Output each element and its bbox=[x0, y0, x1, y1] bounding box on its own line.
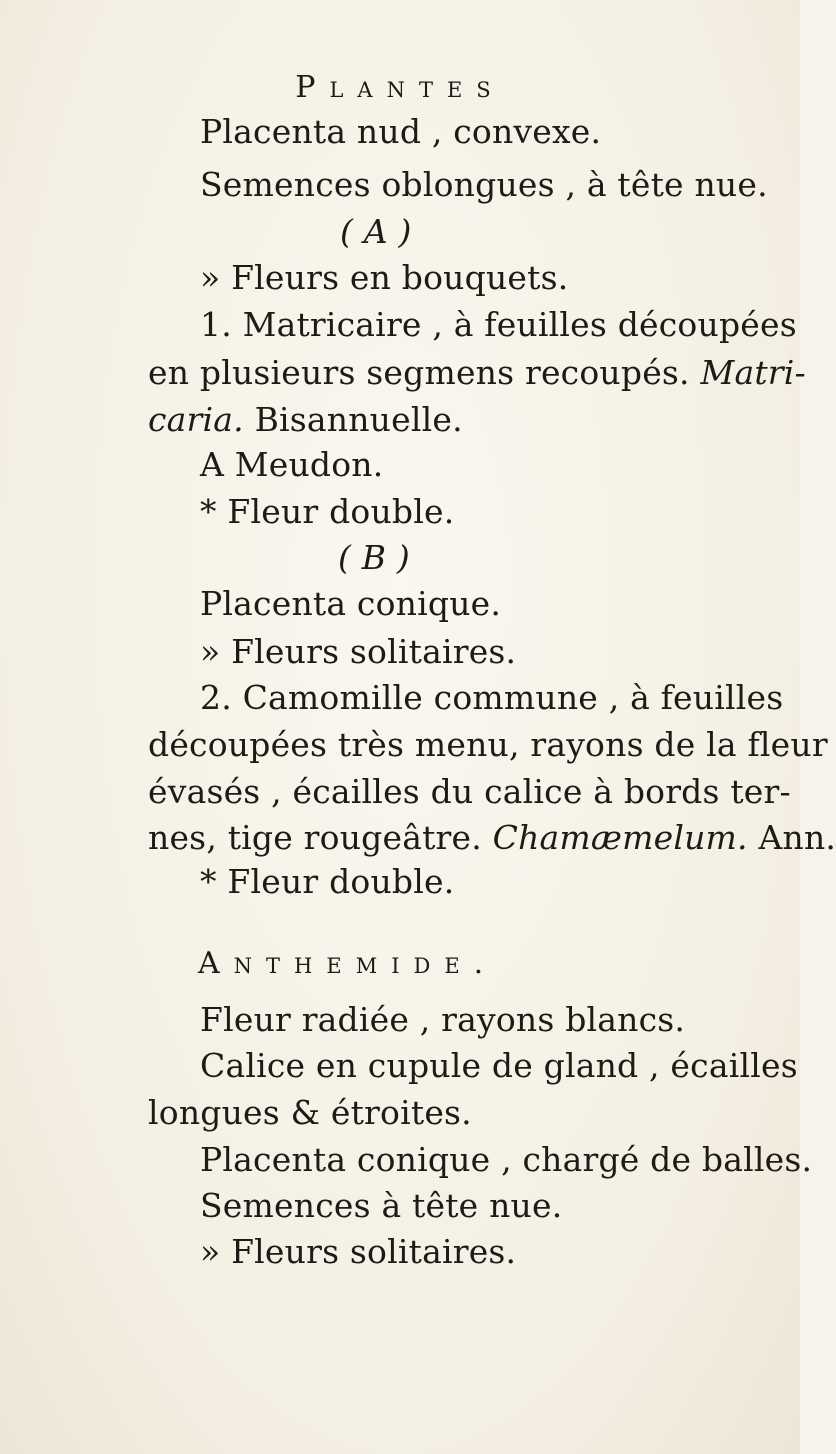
text-line-semences: Semences oblongues , à tête nue. bbox=[200, 165, 768, 204]
text-line-placenta-conique: Placenta conique. bbox=[200, 584, 502, 623]
text-line-decoupees: découpées très menu, rayons de la fleur bbox=[148, 725, 828, 764]
text-line-longues: longues & étroites. bbox=[148, 1093, 472, 1132]
text-line-fleurs-solitaires-2: » Fleurs solitaires. bbox=[200, 1232, 517, 1271]
text-line-segmens bbox=[148, 353, 806, 393]
text-line-placenta: Placenta nud , convexe. bbox=[200, 112, 602, 151]
lifespan-bisannuelle: Bisannuelle. bbox=[254, 400, 463, 439]
latin-name-matri: Matri- bbox=[700, 353, 806, 392]
subsection-marker-b: ( B ) bbox=[338, 538, 410, 577]
text-line-semences-nue: Semences à tête nue. bbox=[200, 1186, 563, 1225]
text-line-fleur-double-1: * Fleur double. bbox=[200, 492, 455, 531]
text-line-meudon: A Meudon. bbox=[200, 445, 384, 484]
text-line-fleurs-bouquets: » Fleurs en bouquets. bbox=[200, 258, 569, 297]
latin-name-chamaemelum: Chamæmelum. bbox=[492, 818, 748, 857]
text-line-camomille: 2. Camomille commune , à feuilles bbox=[200, 678, 784, 717]
lifespan-annuelle: Ann. bbox=[758, 818, 836, 857]
subsection-marker-a: ( A ) bbox=[340, 212, 412, 251]
text-line-tige bbox=[148, 818, 836, 858]
latin-name-caria: caria. bbox=[148, 400, 244, 439]
text-line-evases: évasés , écailles du calice à bords ter- bbox=[148, 772, 791, 811]
text-line-matricaire: 1. Matricaire , à feuilles découpées bbox=[200, 305, 797, 344]
text-line-fleur-double-2: * Fleur double. bbox=[200, 862, 455, 901]
text-line-placenta-charge: Placenta conique , chargé de balles. bbox=[200, 1140, 813, 1179]
text-line-fleurs-solitaires-1: » Fleurs solitaires. bbox=[200, 632, 517, 671]
section-heading-anthemide: Anthemide. bbox=[198, 946, 498, 981]
tige-text: nes, tige rougeâtre. bbox=[148, 818, 482, 857]
text-line-fleur-radiee: Fleur radiée , rayons blancs. bbox=[200, 1000, 686, 1039]
text-line-caria bbox=[148, 400, 463, 440]
segmens-text: en plusieurs segmens recoupés. bbox=[148, 353, 690, 392]
text-line-calice: Calice en cupule de gland , écailles bbox=[200, 1046, 798, 1085]
section-heading-plantes: Plantes bbox=[295, 70, 505, 105]
